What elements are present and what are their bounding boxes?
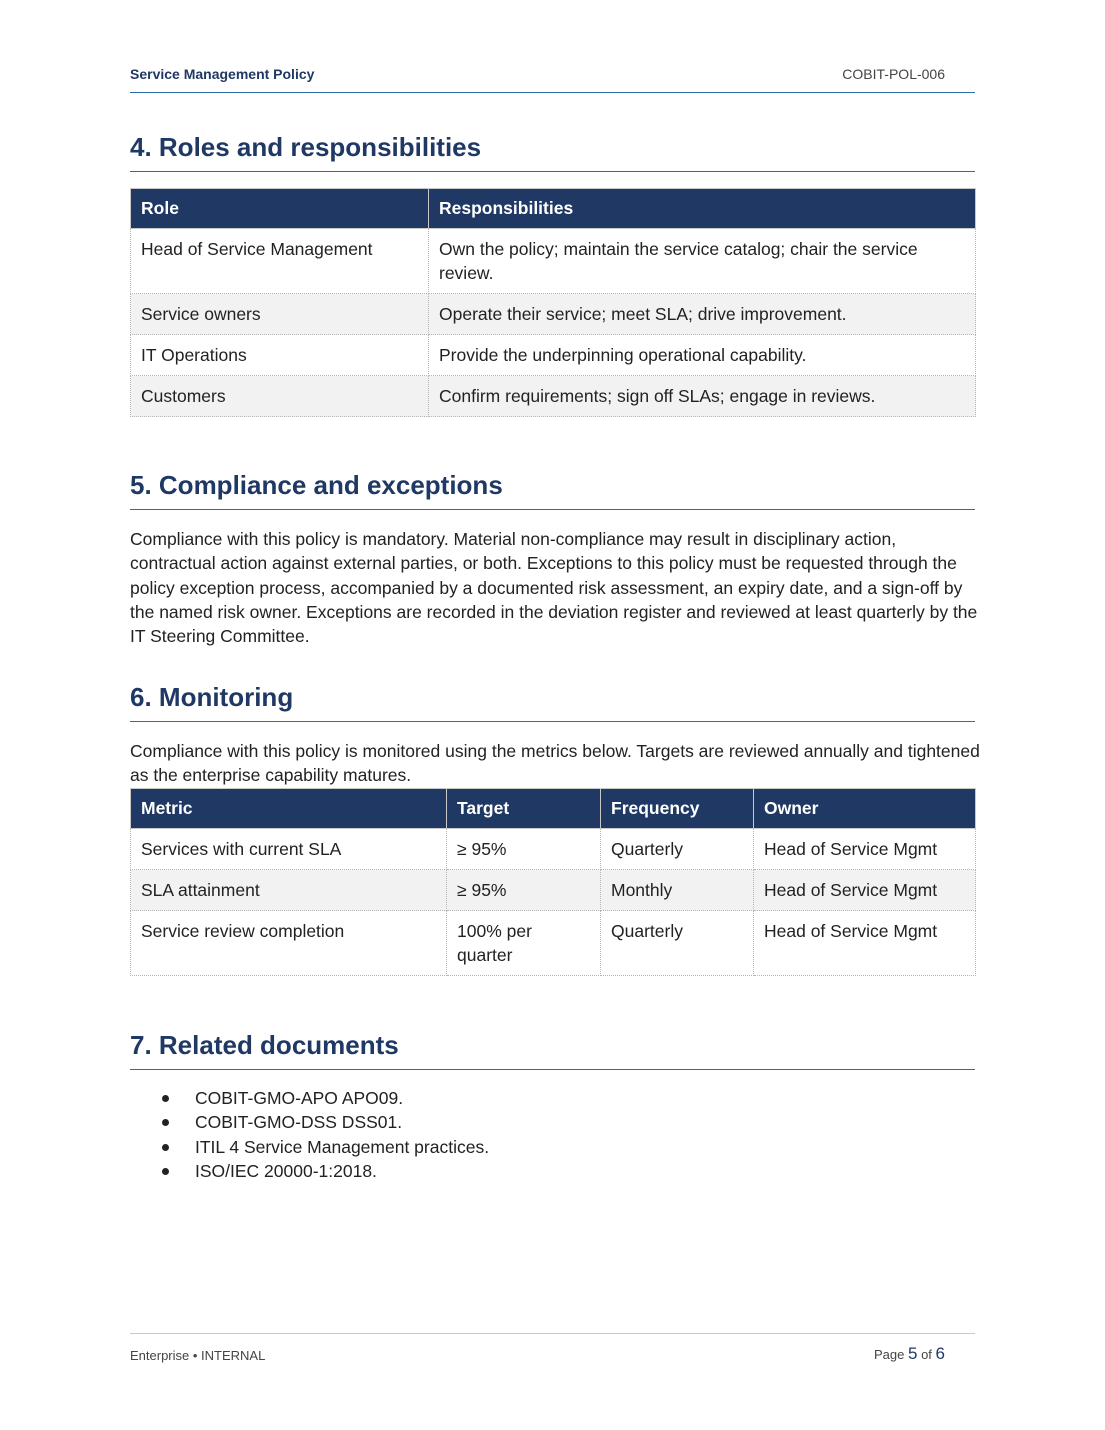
table-row [131, 294, 976, 335]
classification-label: Enterprise • INTERNAL [130, 1348, 266, 1363]
table-cell: Head of Service Mgmt [754, 829, 976, 870]
table-cell: Operate their service; meet SLA; drive improvement. [429, 294, 976, 335]
table-row [131, 229, 976, 294]
table-row [131, 911, 976, 976]
table-cell: Services with current SLA [131, 829, 447, 870]
column-header-role: Role [131, 189, 429, 229]
page-number [874, 1344, 945, 1364]
list-item [160, 1086, 489, 1110]
column-header-frequency: Frequency [601, 789, 754, 829]
monitoring-paragraph: Compliance with this policy is monitored using the metrics below. Targets are reviewed annually and tightened as the enterprise capability matures. [130, 741, 980, 786]
table-row [131, 335, 976, 376]
list-item-text: COBIT-GMO-APO APO09. [195, 1088, 404, 1108]
table-row [131, 829, 976, 870]
roles-table [130, 188, 976, 417]
table-cell: Quarterly [601, 829, 754, 870]
list-item-text: ITIL 4 Service Management practices. [195, 1136, 490, 1157]
bullet-icon [162, 1095, 169, 1102]
table-cell: IT Operations [131, 335, 429, 376]
table-cell: Provide the underpinning operational capability. [429, 335, 976, 376]
related-documents-list [160, 1086, 489, 1183]
list-item-text: ISO/IEC 20000-1:2018. [195, 1160, 377, 1181]
table-cell: 100% per quarter [447, 911, 601, 976]
section-heading-compliance: 5. Compliance and exceptions [130, 470, 975, 510]
table-cell: Quarterly [601, 911, 754, 976]
section-heading-roles: 4. Roles and responsibilities [130, 132, 975, 172]
bullet-icon [162, 1144, 169, 1151]
table-cell: SLA attainment [131, 870, 447, 911]
table-cell: Service owners [131, 294, 429, 335]
of-word: of [921, 1347, 932, 1362]
page-header [130, 66, 975, 93]
bullet-icon [162, 1119, 169, 1126]
table-cell: ≥ 95% [447, 870, 601, 911]
compliance-paragraph: Compliance with this policy is mandatory. Material non-compliance may result in disciplinary action, contractual action against external parties, or both. Exceptions to this policy must be requested through the policy exception process, accompanied by a documented risk assessment, an expiry date, and a sign-off by the named risk owner. Exceptions are recorded in the deviation register and reviewed at least quarterly by the IT Steering Committee. [130, 529, 978, 647]
document-code: COBIT-POL-006 [842, 66, 945, 82]
list-item-text: COBIT-GMO-DSS DSS01. [195, 1112, 403, 1133]
list-item [160, 1135, 489, 1159]
table-header-row [131, 189, 976, 229]
page-footer [130, 1333, 975, 1373]
section-heading-related-documents: 7. Related documents [130, 1030, 975, 1070]
table-row [131, 376, 976, 417]
table-cell: Head of Service Mgmt [754, 911, 976, 976]
table-cell: Monthly [601, 870, 754, 911]
table-header-row [131, 789, 976, 829]
page-current: 5 [907, 1344, 918, 1363]
table-cell: Head of Service Management [131, 229, 429, 294]
table-cell: Service review completion [131, 911, 447, 976]
column-header-metric: Metric [131, 789, 447, 829]
column-header-responsibilities: Responsibilities [429, 189, 976, 229]
table-cell: Head of Service Mgmt [754, 870, 976, 911]
list-item [160, 1110, 489, 1134]
list-item [160, 1159, 489, 1183]
bullet-icon [162, 1168, 169, 1175]
table-cell: Own the policy; maintain the service catalog; chair the service review. [429, 229, 976, 294]
section-heading-monitoring: 6. Monitoring [130, 682, 975, 722]
table-cell: ≥ 95% [447, 829, 601, 870]
table-row [131, 870, 976, 911]
table-cell: Confirm requirements; sign off SLAs; engage in reviews. [429, 376, 976, 417]
metrics-table [130, 788, 976, 976]
page-total: 6 [935, 1344, 945, 1363]
table-cell: Customers [131, 376, 429, 417]
document-title: Service Management Policy [130, 66, 315, 82]
column-header-owner: Owner [754, 789, 976, 829]
page-word: Page [873, 1347, 905, 1362]
column-header-target: Target [447, 789, 601, 829]
